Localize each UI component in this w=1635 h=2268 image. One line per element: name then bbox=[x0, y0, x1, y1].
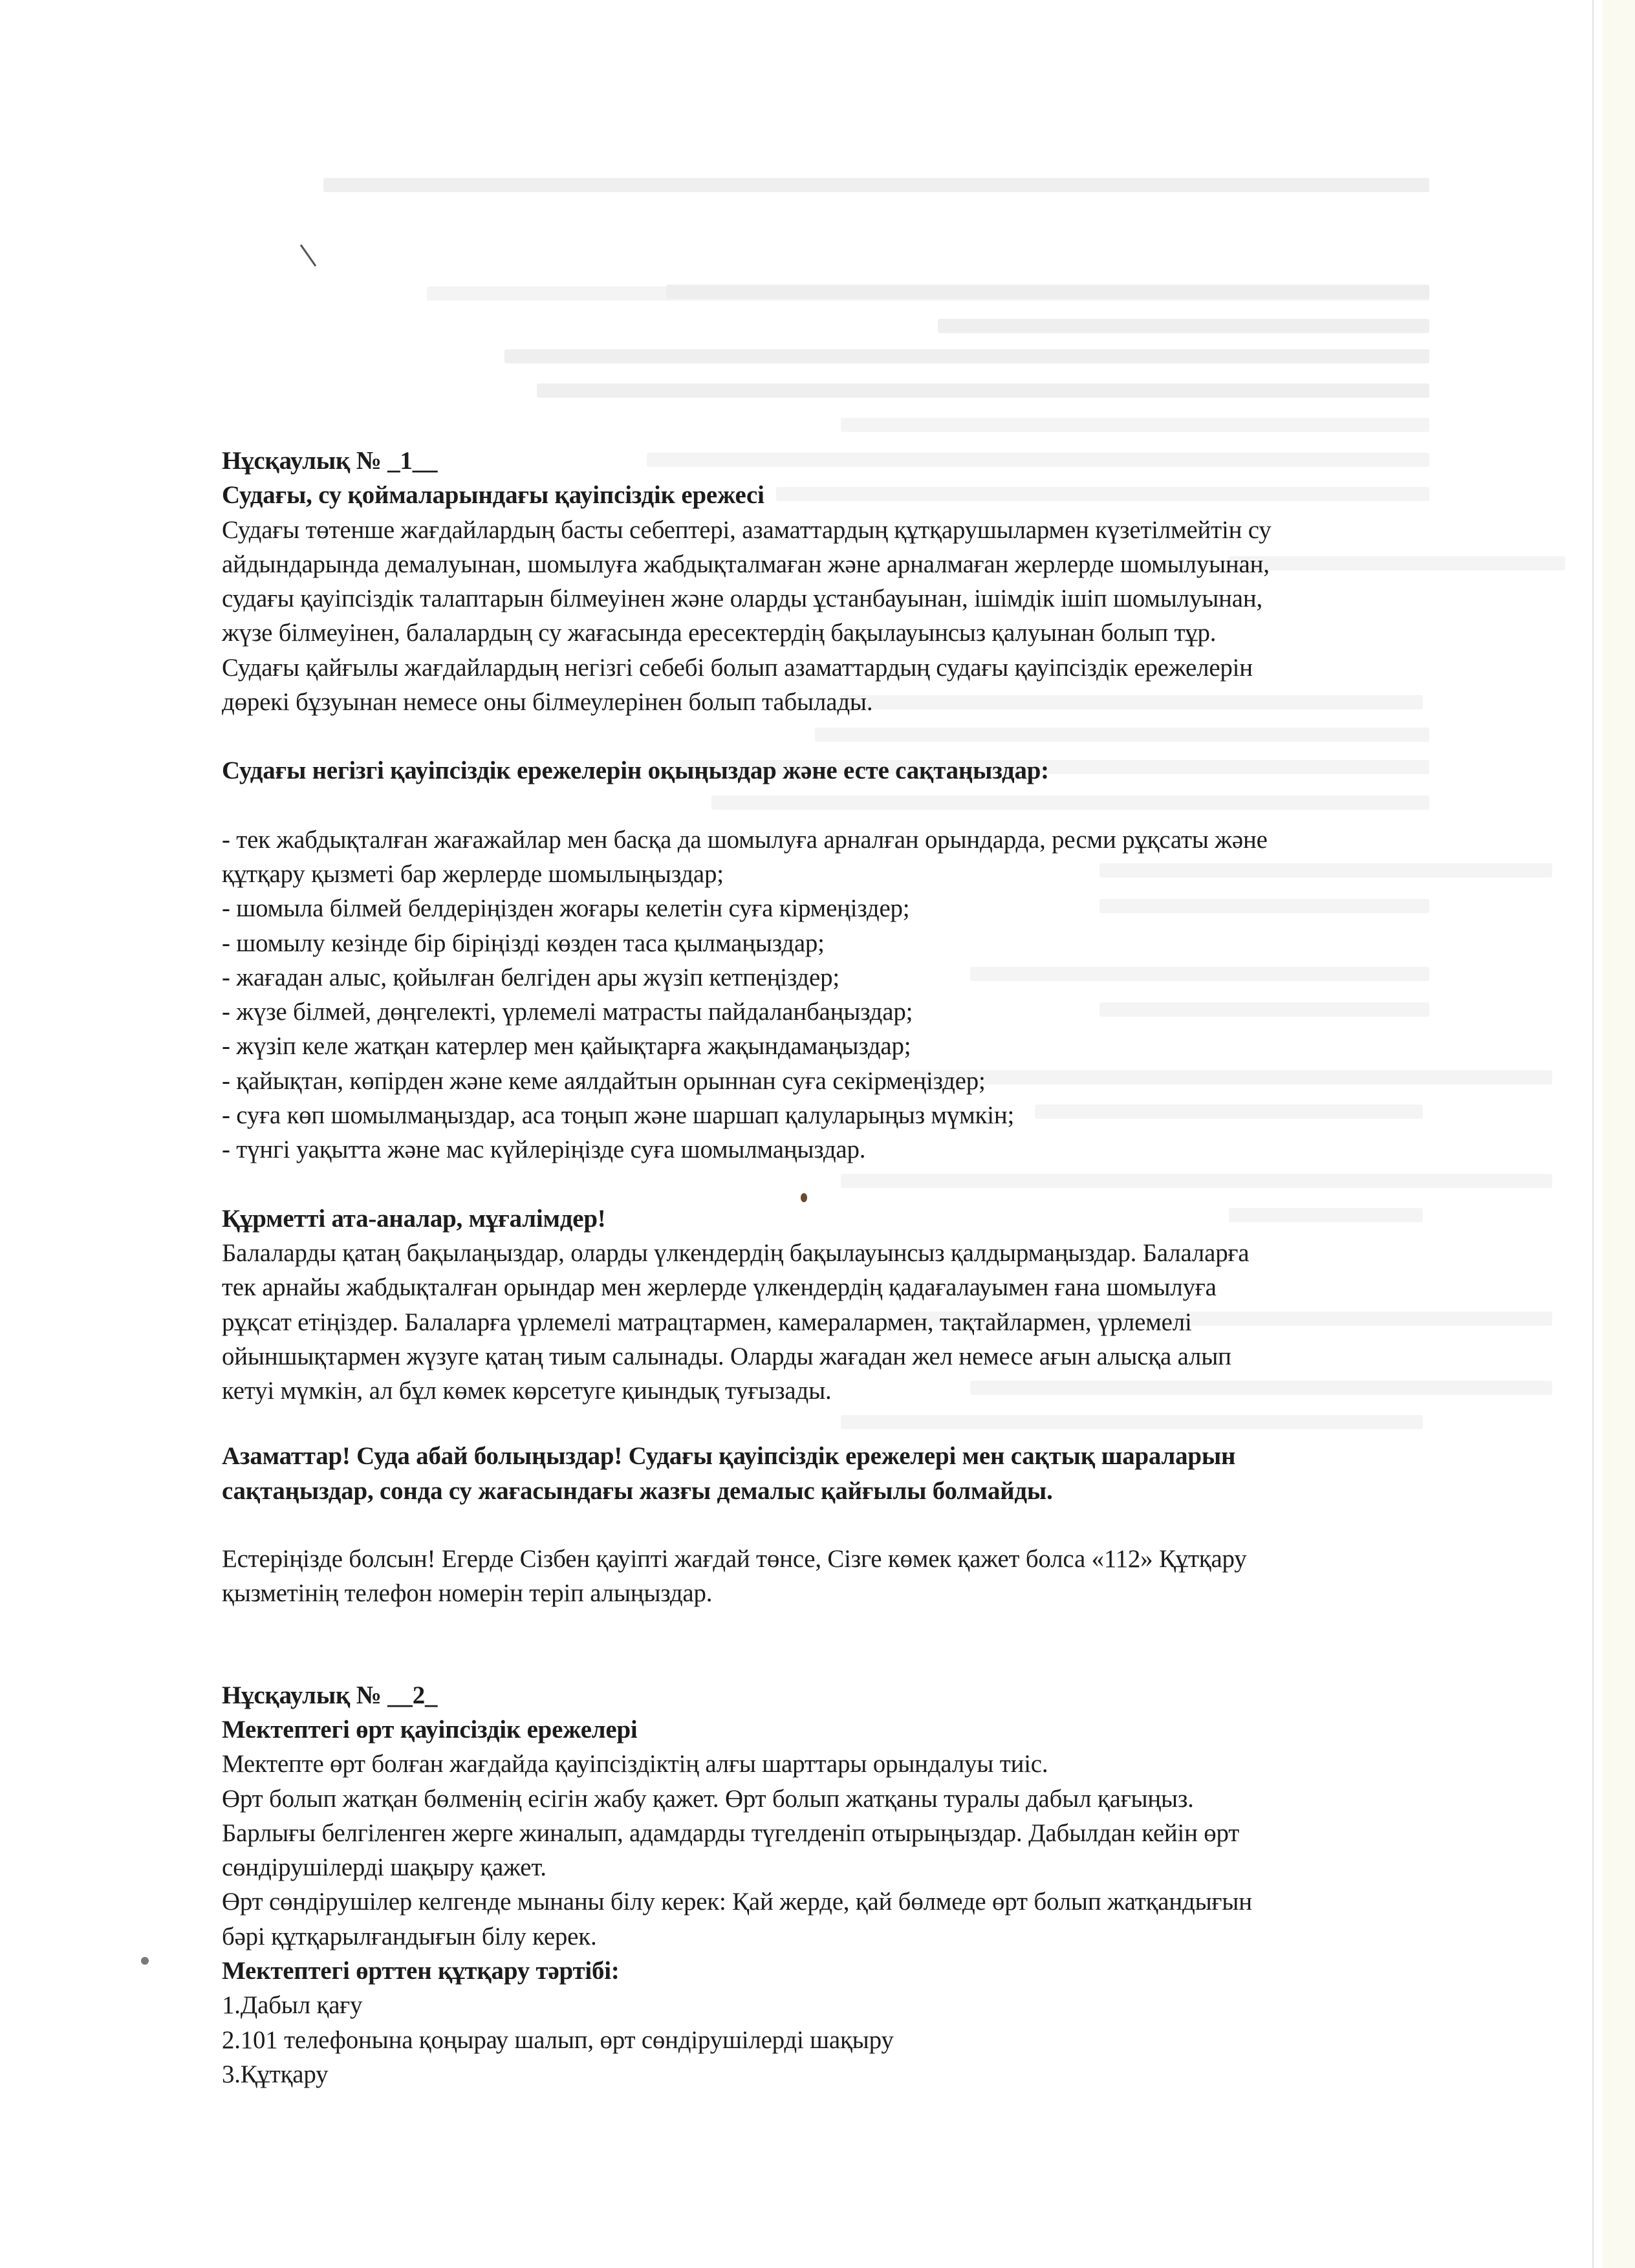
rule-item: - шомыла білмей белдеріңізден жоғары келетін суға кірмеңіздер; bbox=[222, 894, 910, 923]
text-line: кетуі мүмкін, ал бұл көмек көрсетуге қиындық туғызады. bbox=[222, 1376, 832, 1405]
rule-item: - түнгі уақытта және мас күйлеріңізде суға шомылмаңыздар. bbox=[222, 1135, 866, 1164]
instruction-2-heading: Нұсқаулық № __2_ bbox=[222, 1680, 438, 1709]
procedure-step: 1.Дабыл қағу bbox=[222, 1991, 363, 2020]
text-line: судағы қауіпсіздік талаптарын білмеуінен және оларды ұстанбауынан, ішімдік ішіп шомылуынан, bbox=[222, 584, 1262, 613]
text-line: Азаматтар! Суда абай болыңыздар! Судағы қауіпсіздік ережелері мен сақтық шараларын bbox=[222, 1442, 1236, 1471]
text-line: Естеріңізде болсын! Егерде Сізбен қауіпті жағдай төнсе, Сізге көмек қажет болса «112» Құтқару bbox=[222, 1544, 1247, 1573]
rules-heading: Судағы негізгі қауіпсіздік ережелерін оқыңыздар және есте сақтаңыздар: bbox=[222, 756, 1049, 785]
scanner-edge-line bbox=[1592, 0, 1594, 2268]
instruction-1-intro bbox=[222, 513, 1567, 720]
parents-paragraph bbox=[222, 1236, 1567, 1408]
scan-speck bbox=[141, 1957, 149, 1965]
instruction-1-title: Судағы, су қоймаларындағы қауіпсіздік ережесі bbox=[222, 481, 764, 510]
instruction-2-body bbox=[222, 1747, 1567, 1954]
text-line: Барлығы белгіленген жерге жиналып, адамдарды түгелденіп отырыңыздар. Дабылдан кейін өрт bbox=[222, 1818, 1240, 1847]
rule-item: - тек жабдықталған жағажайлар мен басқа да шомылуға арналған орындарда, ресми рұқсаты және bbox=[222, 825, 1268, 854]
text-line: Өрт болып жатқан бөлменің есігін жабу қажет. Өрт болып жатқаны туралы дабыл қағыңыз. bbox=[222, 1784, 1194, 1813]
text-line: жүзе білмеуінен, балалардың су жағасында ересектердің бақылауынсыз қалуынан болып тұр. bbox=[222, 618, 1217, 647]
text-line: ойыншықтармен жүзуге қатаң тиым салынады. Оларды жағадан жел немесе ағын алысқа алып bbox=[222, 1341, 1231, 1370]
procedure-heading: Мектептегі өрттен құтқару тәртібі: bbox=[222, 1956, 620, 1985]
rule-item: - қайықтан, көпірден және кеме аялдайтын орыннан суға секірмеңіздер; bbox=[222, 1066, 986, 1095]
document-body bbox=[222, 444, 1567, 2091]
scanner-edge-strip bbox=[1603, 0, 1635, 2268]
text-line: сақтаңыздар, сонда су жағасындағы жазғы демалыс қайғылы болмайды. bbox=[222, 1476, 1053, 1505]
text-line: қызметінің телефон номерін теріп алыңыздар. bbox=[222, 1579, 713, 1608]
rule-item: - жүзіп келе жатқан катерлер мен қайықтарға жақындамаңыздар; bbox=[222, 1031, 911, 1061]
procedure-step: 3.Құтқару bbox=[222, 2059, 329, 2088]
rules-list bbox=[222, 823, 1567, 1167]
text-line: Мектепте өрт болған жағдайда қауіпсіздіктің алғы шарттары орындалуы тиіс. bbox=[222, 1749, 1048, 1778]
rule-item: құтқару қызметі бар жерлерде шомылыңыздар; bbox=[222, 859, 724, 888]
text-line: дөрекі бұзуынан немесе оны білмеулерінен болып табылады. bbox=[222, 687, 873, 717]
text-line: айдындарында демалуынан, шомылуға жабдықталмаған және арналмаған жерлерде шомылуынан, bbox=[222, 549, 1270, 578]
text-line: бәрі құтқарылғандығын білу керек. bbox=[222, 1921, 597, 1950]
rule-item: - жағадан алыс, қойылған белгіден ары жүзіп кетпеңіздер; bbox=[222, 962, 839, 991]
instruction-2-title: Мектептегі өрт қауіпсіздік ережелері bbox=[222, 1714, 638, 1744]
scan-scratch-mark bbox=[300, 244, 316, 266]
text-line: сөндірушілерді шақыру қажет. bbox=[222, 1853, 547, 1882]
procedure-list bbox=[222, 1988, 1567, 2091]
parents-heading: Құрметті ата-аналар, мұғалімдер! bbox=[222, 1204, 606, 1233]
instruction-2 bbox=[222, 1678, 1567, 2092]
instruction-1-heading: Нұсқаулық № _1__ bbox=[222, 446, 438, 475]
emergency-reminder bbox=[222, 1542, 1567, 1611]
text-line: Өрт сөндірушілер келгенде мынаны білу керек: Қай жерде, қай бөлмеде өрт болып жатқандығын bbox=[222, 1887, 1252, 1916]
citizens-warning bbox=[222, 1439, 1567, 1508]
text-line: Судағы төтенше жағдайлардың басты себептері, азаматтардың құтқарушылармен күзетілмейтін су bbox=[222, 515, 1272, 544]
instruction-1 bbox=[222, 444, 1567, 1611]
procedure-step: 2.101 телефонына қоңырау шалып, өрт сөндірушілерді шақыру bbox=[222, 2025, 894, 2054]
text-line: тек арнайы жабдықталған орындар мен жерлерде үлкендердің қадағалауымен ғана шомылуға bbox=[222, 1273, 1217, 1302]
text-line: Балаларды қатаң бақылаңыздар, оларды үлкендердің бақылауынсыз қалдырмаңыздар. Балаларға bbox=[222, 1238, 1250, 1267]
text-line: Судағы қайғылы жағдайлардың негізгі себебі болып азаматтардың судағы қауіпсіздік ережелерін bbox=[222, 653, 1253, 682]
text-line: рұқсат етіңіздер. Балаларға үрлемелі матрацтармен, камералармен, тақтайлармен, үрлемелі bbox=[222, 1307, 1192, 1336]
rule-item: - жүзе білмей, дөңгелекті, үрлемелі матрасты пайдаланбаңыздар; bbox=[222, 997, 913, 1026]
rule-item: - шомылу кезінде бір біріңізді көзден таса қылмаңыздар; bbox=[222, 928, 825, 957]
rule-item: - суға көп шомылмаңыздар, аса тоңып және шаршап қалуларыңыз мүмкін; bbox=[222, 1101, 1015, 1130]
